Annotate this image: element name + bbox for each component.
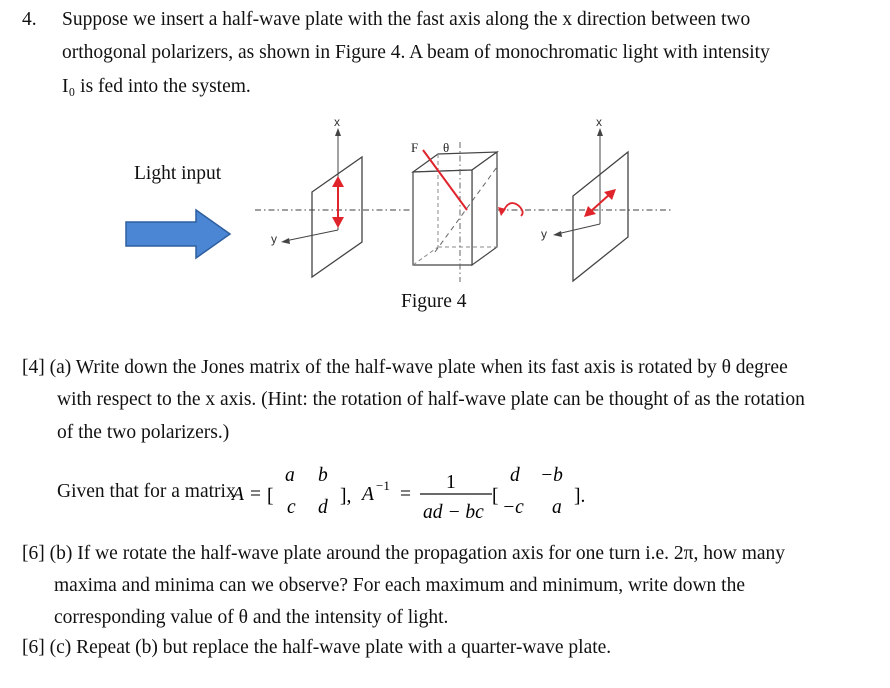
theta-label: θ [443,140,450,155]
svg-text:],: ], [340,486,352,507]
svg-text:[: [ [267,486,274,507]
svg-text:=: = [250,484,261,505]
polarizer-1 [271,115,362,277]
svg-text:[: [ [492,486,499,507]
figure-caption: Figure 4 [401,291,467,312]
inverse-sup: −1 [376,478,390,493]
part-a-line-1: [4] (a) Write down the Jones matrix of the half-wave plate when its fast axis is rotated by θ degree [22,357,788,378]
given-label: Given that for a matrix [57,481,236,502]
fast-axis-label: F [411,140,419,155]
part-b-line-1: [6] (b) If we rotate the half-wave plate around the propagation axis for one turn i.e. 2π, how many [22,543,786,564]
part-a-line-2: with respect to the x axis. (Hint: the rotation of half-wave plate can be thought of as the rotation [57,389,805,410]
question-intro-line-2: orthogonal polarizers, as shown in Figure 4. A beam of monochromatic light with intensity [62,42,770,63]
polarizer-2-x-label: x [596,115,602,129]
figure-4-diagram [235,112,675,297]
question-number: 4. [22,9,37,30]
light-input-label: Light input [134,163,222,184]
matrix-b: b [318,465,328,486]
question-intro-line-3: I₀ is fed into the system. [62,76,251,97]
inverse-minus-c: −c [502,497,524,518]
svg-text:].: ]. [574,486,586,507]
inverse-a: a [552,497,562,518]
question-intro-line-1: Suppose we insert a half-wave plate with the fast axis along the x direction between two [62,9,751,30]
polarizer-1-x-label: x [334,115,340,129]
polarizer-1-y-label: y [271,232,277,246]
polarizer-2-y-label: y [541,227,547,241]
part-a-line-3: of the two polarizers.) [57,422,230,443]
part-c-line-1: [6] (c) Repeat (b) but replace the half-wave plate with a quarter-wave plate. [22,637,612,658]
inverse-label: A [362,484,374,505]
inverse-minus-b: −b [540,465,563,486]
part-b-line-3: corresponding value of θ and the intensity of light. [54,607,449,628]
matrix-inverse-formula [230,460,610,526]
fraction-denominator: ad − bc [423,502,484,523]
fraction-numerator: 1 [446,472,456,493]
part-b-line-2: maxima and minima can we observe? For each maximum and minimum, write down the [54,575,745,596]
light-input-arrow-icon [124,208,232,260]
matrix-name: A [232,484,244,505]
matrix-a: a [285,465,295,486]
inverse-d: d [510,465,520,486]
matrix-d: d [318,497,328,518]
matrix-c: c [287,497,296,518]
polarizer-2 [541,115,628,281]
half-wave-plate [411,140,523,282]
svg-text:=: = [400,484,411,505]
